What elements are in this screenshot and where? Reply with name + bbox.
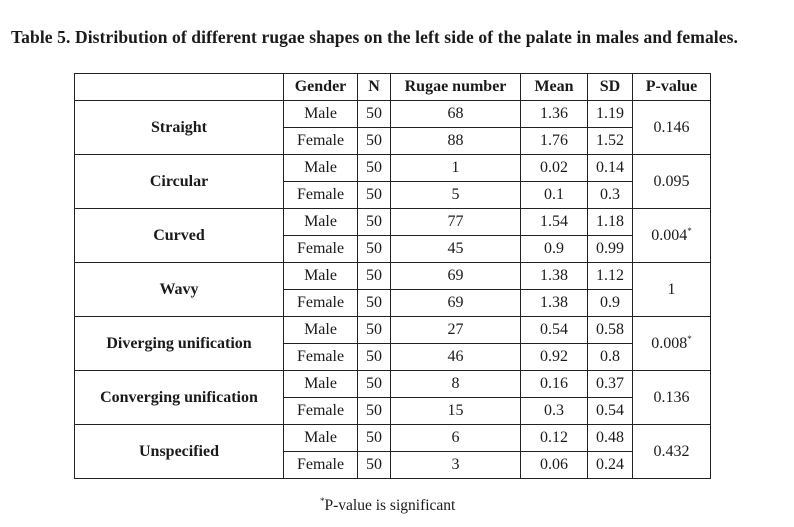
p-value-cell xyxy=(633,263,711,317)
rugae-number-cell: 68 xyxy=(391,101,521,128)
table-row xyxy=(75,155,711,182)
sd-cell: 0.58 xyxy=(588,317,633,344)
n-cell: 50 xyxy=(358,101,391,128)
significance-mark: * xyxy=(687,225,692,236)
mean-cell: 1.54 xyxy=(521,209,588,236)
gender-cell: Male xyxy=(284,371,358,398)
sd-cell: 0.99 xyxy=(588,236,633,263)
gender-cell: Female xyxy=(284,290,358,317)
footnote-mark: * xyxy=(320,496,325,506)
table-body xyxy=(75,101,711,479)
gender-cell: Female xyxy=(284,128,358,155)
rugae-number-cell: 15 xyxy=(391,398,521,425)
rugae-shape-cell: Curved xyxy=(75,209,284,263)
header-p-value: P-value xyxy=(633,74,711,101)
rugae-number-cell: 3 xyxy=(391,452,521,479)
p-value-text: 0.004 xyxy=(651,226,688,244)
mean-cell: 0.9 xyxy=(521,236,588,263)
rugae-number-cell: 88 xyxy=(391,128,521,155)
sd-cell: 0.24 xyxy=(588,452,633,479)
gender-cell: Female xyxy=(284,236,358,263)
table-row xyxy=(75,263,711,290)
rugae-number-cell: 8 xyxy=(391,371,521,398)
sd-cell: 1.19 xyxy=(588,101,633,128)
header-gender: Gender xyxy=(284,74,358,101)
p-value-cell xyxy=(633,101,711,155)
n-cell: 50 xyxy=(358,398,391,425)
header-n: N xyxy=(358,74,391,101)
sd-cell: 0.48 xyxy=(588,425,633,452)
n-cell: 50 xyxy=(358,371,391,398)
header-rugae-number: Rugae number xyxy=(391,74,521,101)
p-value-cell xyxy=(633,209,711,263)
rugae-number-cell: 1 xyxy=(391,155,521,182)
sd-cell: 0.37 xyxy=(588,371,633,398)
mean-cell: 0.02 xyxy=(521,155,588,182)
p-value-text: 0.095 xyxy=(653,172,690,190)
sd-cell: 0.54 xyxy=(588,398,633,425)
mean-cell: 1.38 xyxy=(521,290,588,317)
rugae-shape-cell: Diverging unification xyxy=(75,317,284,371)
rugae-shape-cell: Wavy xyxy=(75,263,284,317)
rugae-distribution-table xyxy=(74,73,711,479)
gender-cell: Male xyxy=(284,101,358,128)
p-value-cell xyxy=(633,317,711,371)
significance-mark: * xyxy=(687,333,692,344)
p-value-cell xyxy=(633,155,711,209)
mean-cell: 0.92 xyxy=(521,344,588,371)
footnote-text: P-value is significant xyxy=(324,497,456,514)
sd-cell: 0.8 xyxy=(588,344,633,371)
rugae-shape-cell: Circular xyxy=(75,155,284,209)
rugae-shape-cell: Straight xyxy=(75,101,284,155)
gender-cell: Male xyxy=(284,425,358,452)
table-row xyxy=(75,371,711,398)
sd-cell: 0.14 xyxy=(588,155,633,182)
rugae-number-cell: 69 xyxy=(391,290,521,317)
sd-cell: 1.12 xyxy=(588,263,633,290)
mean-cell: 1.36 xyxy=(521,101,588,128)
n-cell: 50 xyxy=(358,209,391,236)
n-cell: 50 xyxy=(358,317,391,344)
mean-cell: 0.06 xyxy=(521,452,588,479)
p-value-cell xyxy=(633,425,711,479)
rugae-shape-cell: Unspecified xyxy=(75,425,284,479)
header-sd: SD xyxy=(588,74,633,101)
gender-cell: Male xyxy=(284,155,358,182)
sd-cell: 1.18 xyxy=(588,209,633,236)
rugae-number-cell: 6 xyxy=(391,425,521,452)
table-row xyxy=(75,209,711,236)
gender-cell: Female xyxy=(284,452,358,479)
p-value-text: 0.136 xyxy=(653,388,690,406)
p-value-text: 0.432 xyxy=(653,442,690,460)
gender-cell: Male xyxy=(284,317,358,344)
mean-cell: 0.3 xyxy=(521,398,588,425)
n-cell: 50 xyxy=(358,344,391,371)
table-row xyxy=(75,317,711,344)
table-row xyxy=(75,101,711,128)
n-cell: 50 xyxy=(358,452,391,479)
mean-cell: 0.1 xyxy=(521,182,588,209)
n-cell: 50 xyxy=(358,263,391,290)
n-cell: 50 xyxy=(358,128,391,155)
rugae-number-cell: 69 xyxy=(391,263,521,290)
p-value-cell xyxy=(633,371,711,425)
sd-cell: 0.9 xyxy=(588,290,633,317)
gender-cell: Female xyxy=(284,398,358,425)
table-row xyxy=(75,425,711,452)
p-value-text: 0.146 xyxy=(653,118,690,136)
p-value-text: 0.008 xyxy=(651,334,688,352)
rugae-number-cell: 77 xyxy=(391,209,521,236)
table-caption: Table 5. Distribution of different rugae shapes on the left side of the palate in males and females. xyxy=(11,27,739,47)
rugae-shape-cell: Converging unification xyxy=(75,371,284,425)
mean-cell: 0.16 xyxy=(521,371,588,398)
mean-cell: 1.76 xyxy=(521,128,588,155)
header-row xyxy=(75,74,711,101)
n-cell: 50 xyxy=(358,290,391,317)
n-cell: 50 xyxy=(358,155,391,182)
p-value-text: 1 xyxy=(667,280,676,298)
gender-cell: Female xyxy=(284,182,358,209)
n-cell: 50 xyxy=(358,425,391,452)
rugae-number-cell: 46 xyxy=(391,344,521,371)
gender-cell: Male xyxy=(284,263,358,290)
mean-cell: 0.54 xyxy=(521,317,588,344)
sd-cell: 1.52 xyxy=(588,128,633,155)
header-shape xyxy=(75,74,284,101)
mean-cell: 0.12 xyxy=(521,425,588,452)
rugae-number-cell: 45 xyxy=(391,236,521,263)
n-cell: 50 xyxy=(358,182,391,209)
gender-cell: Female xyxy=(284,344,358,371)
n-cell: 50 xyxy=(358,236,391,263)
header-mean: Mean xyxy=(521,74,588,101)
rugae-number-cell: 27 xyxy=(391,317,521,344)
gender-cell: Male xyxy=(284,209,358,236)
mean-cell: 1.38 xyxy=(521,263,588,290)
rugae-number-cell: 5 xyxy=(391,182,521,209)
sd-cell: 0.3 xyxy=(588,182,633,209)
footnote xyxy=(320,497,455,515)
